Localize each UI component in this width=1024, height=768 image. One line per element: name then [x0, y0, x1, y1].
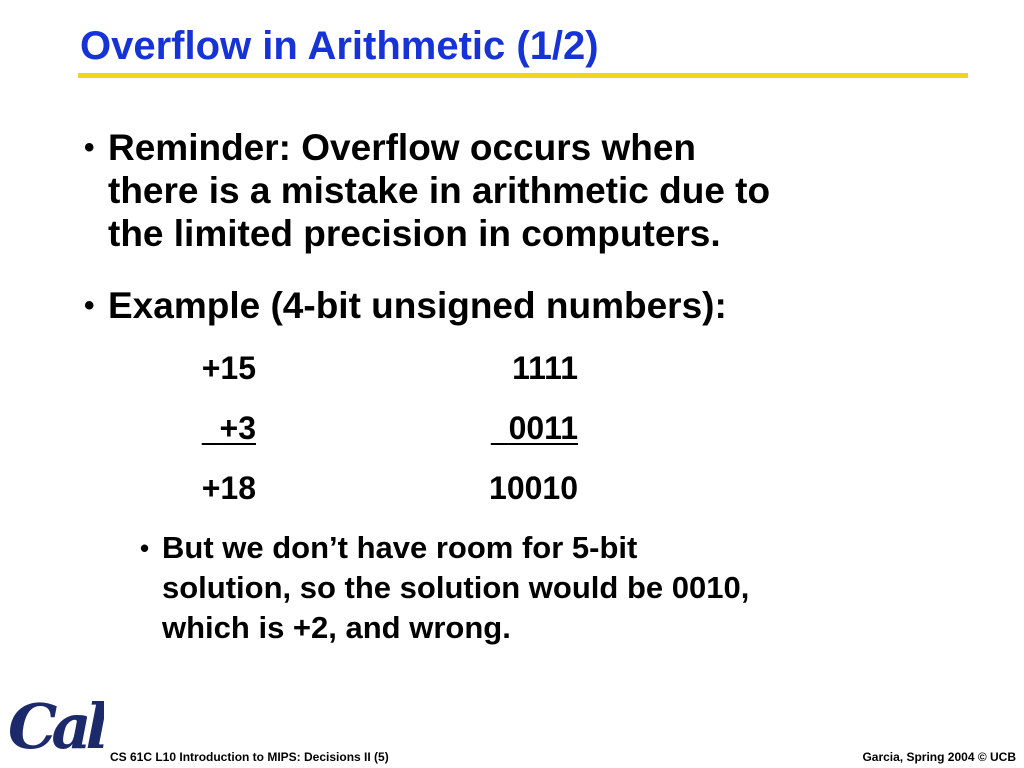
bullet-dot: • — [84, 131, 95, 164]
bullet-line: Example (4-bit unsigned numbers): — [108, 285, 727, 326]
page-title: Overflow in Arithmetic (1/2) — [80, 24, 599, 68]
example-decimal-3: +18 — [201, 470, 256, 506]
bullet-line: Reminder: Overflow occurs when — [108, 127, 697, 168]
footer-copyright: Garcia, Spring 2004 © UCB — [862, 750, 1016, 764]
title-underline-rule — [78, 73, 968, 78]
sub-bullet-line: which is +2, and wrong. — [162, 610, 511, 645]
example-binary-3: 10010 — [489, 470, 578, 506]
cal-logo-text: Cal — [8, 690, 104, 760]
example-decimal-1: +15 — [201, 350, 256, 386]
footer-course-info: CS 61C L10 Introduction to MIPS: Decisions II (5) — [110, 750, 389, 764]
example-binary-1: 1111 — [512, 350, 578, 386]
sub-bullet-dot: • — [140, 533, 150, 563]
example-binary-2: 0011 — [508, 410, 578, 446]
sub-bullet-line: But we don’t have room for 5-bit — [162, 530, 638, 565]
cal-logo — [4, 690, 104, 760]
sub-bullet-line: solution, so the solution would be 0010, — [162, 570, 750, 605]
bullet-line: the limited precision in computers. — [108, 213, 721, 254]
example-decimal-2: +3 — [219, 410, 256, 446]
bullet-line: there is a mistake in arithmetic due to — [108, 170, 771, 211]
bullet-dot: • — [84, 289, 95, 322]
